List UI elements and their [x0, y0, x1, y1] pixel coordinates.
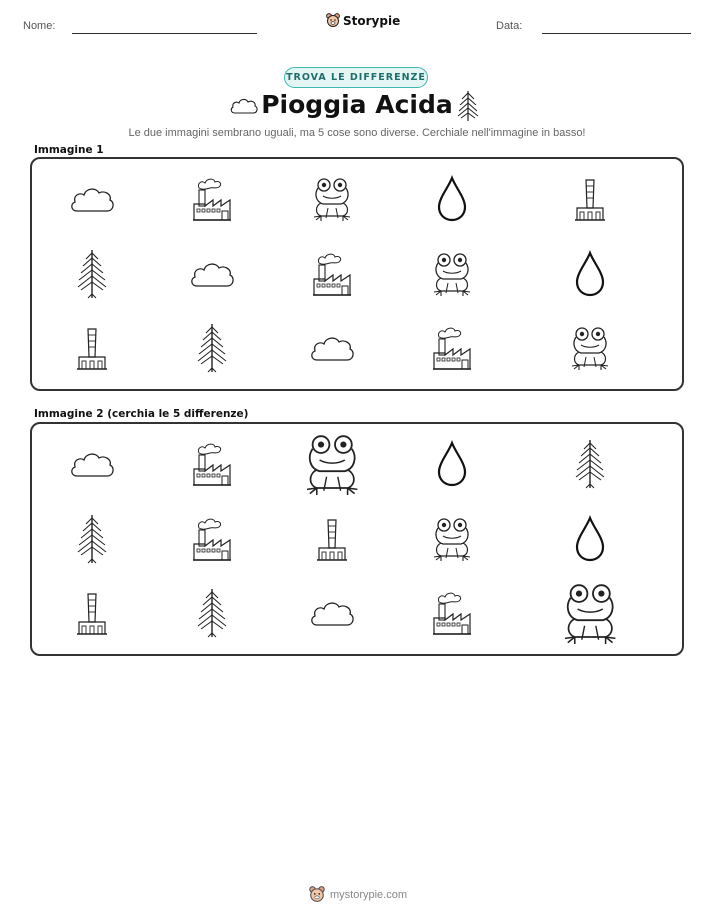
image2-cell[interactable] [412, 577, 492, 649]
page-title: Pioggia Acida [261, 90, 453, 119]
footer [309, 886, 407, 903]
image1-cell [52, 312, 132, 384]
brand [326, 13, 400, 28]
image2-cell[interactable] [550, 577, 630, 649]
image2-cell[interactable] [412, 428, 492, 500]
image2-cell[interactable] [292, 503, 372, 575]
tree-icon [75, 513, 109, 565]
frog-icon [429, 251, 475, 297]
factory-icon [192, 176, 232, 222]
image1-cell [172, 312, 252, 384]
image1-cell [550, 163, 630, 235]
image1-cell [52, 238, 132, 310]
footer-link[interactable]: mystorypie.com [330, 888, 408, 901]
frog-icon [429, 516, 475, 562]
image2-label: Immagine 2 (cerchia le 5 differenze) [34, 408, 249, 420]
name-label: Nome: [23, 20, 56, 32]
tree-icon [195, 587, 229, 639]
image2-cell[interactable] [52, 428, 132, 500]
drop-icon [436, 176, 468, 222]
instructions: Le due immagini sembrano uguali, ma 5 cose sono diverse. Cerchiale nell'immagine in basso! [128, 127, 586, 139]
factory-icon [312, 251, 352, 297]
date-field[interactable] [542, 33, 691, 34]
brand-name: Storypie [343, 13, 401, 28]
tree-icon [456, 89, 480, 123]
tree-icon [573, 438, 607, 490]
image1-cell [550, 238, 630, 310]
factory-icon [192, 441, 232, 487]
drop-icon [574, 516, 606, 562]
image1-panel [30, 157, 684, 391]
image1-cell [412, 312, 492, 384]
image1-cell [172, 238, 252, 310]
factory-icon [432, 590, 472, 636]
image2-cell[interactable] [172, 577, 252, 649]
cloud-icon [309, 598, 355, 628]
frog-icon [309, 176, 355, 222]
chimney-icon [575, 176, 605, 222]
frog-icon [567, 325, 613, 371]
frog-icon [558, 581, 622, 645]
image2-cell[interactable] [412, 503, 492, 575]
activity-badge: TROVA LE DIFFERENZE [284, 67, 428, 88]
image1-cell [412, 163, 492, 235]
image2-cell[interactable] [172, 503, 252, 575]
cloud-icon [69, 184, 115, 214]
name-field[interactable] [72, 33, 257, 34]
chimney-icon [77, 590, 107, 636]
image1-cell [412, 238, 492, 310]
image1-cell [52, 163, 132, 235]
cloud-icon [309, 333, 355, 363]
image1-label: Immagine 1 [34, 144, 104, 156]
frog-icon [300, 432, 364, 496]
chimney-icon [77, 325, 107, 371]
cloud-icon [189, 259, 235, 289]
image2-cell[interactable] [550, 503, 630, 575]
image2-cell[interactable] [550, 428, 630, 500]
image2-cell[interactable] [52, 503, 132, 575]
drop-icon [436, 441, 468, 487]
image2-cell[interactable] [52, 577, 132, 649]
image1-cell [292, 312, 372, 384]
image2-cell[interactable] [172, 428, 252, 500]
date-label: Data: [496, 20, 523, 32]
image1-cell [172, 163, 252, 235]
cloud-icon [69, 449, 115, 479]
bear-logo-icon [326, 13, 340, 28]
image2-cell[interactable] [292, 428, 372, 500]
tree-icon [195, 322, 229, 374]
chimney-icon [317, 516, 347, 562]
tree-icon [75, 248, 109, 300]
factory-icon [192, 516, 232, 562]
image1-cell [550, 312, 630, 384]
bear-logo-icon [309, 886, 325, 903]
image1-cell [292, 238, 372, 310]
image1-cell [292, 163, 372, 235]
drop-icon [574, 251, 606, 297]
image2-panel[interactable] [30, 422, 684, 656]
factory-icon [432, 325, 472, 371]
image2-cell[interactable] [292, 577, 372, 649]
